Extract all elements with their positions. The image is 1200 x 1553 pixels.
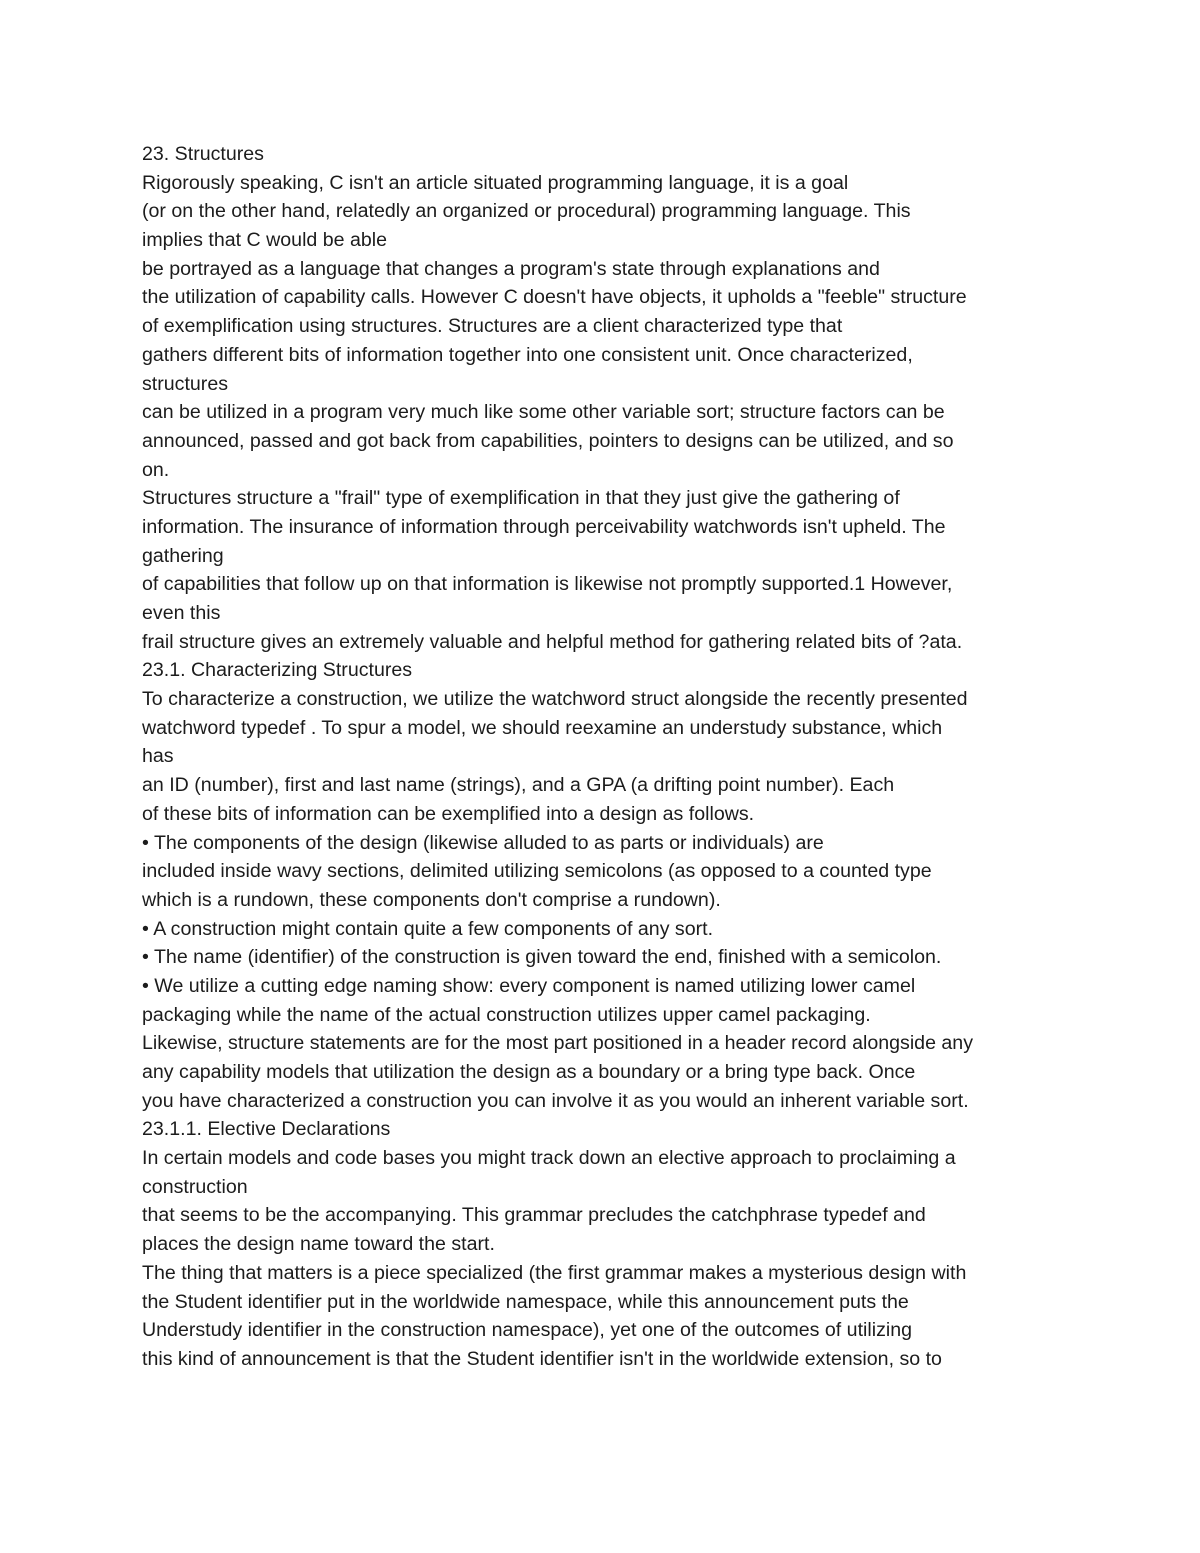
text-line: this kind of announcement is that the Student identifier isn't in the worldwide extension, so to — [142, 1347, 942, 1370]
text-line: frail structure gives an extremely valuable and helpful method for gathering related bits of ?ata. — [142, 630, 963, 653]
text-line: The thing that matters is a piece specialized (the first grammar makes a mysterious design with — [142, 1261, 967, 1284]
text-line: Likewise, structure statements are for the most part positioned in a header record alongside any — [142, 1032, 974, 1055]
text-line: on. — [142, 458, 170, 481]
text-line: be portrayed as a language that changes a program's state through explanations and — [142, 257, 880, 280]
text-line: you have characterized a construction you can involve it as you would an inherent variable sort. — [142, 1089, 969, 1112]
text-line: has — [142, 745, 174, 768]
text-line: information. The insurance of information through perceivability watchwords isn't upheld. The — [142, 515, 946, 538]
text-line: Structures structure a "frail" type of exemplification in that they just give the gathering of — [142, 487, 900, 510]
text-line: of these bits of information can be exemplified into a design as follows. — [142, 802, 755, 825]
bullet-line: • The components of the design (likewise alluded to as parts or individuals) are — [142, 831, 824, 854]
text-line: the utilization of capability calls. However C doesn't have objects, it upholds a "feeble" structure — [142, 286, 967, 309]
section-heading: 23. Structures — [142, 143, 264, 165]
text-line: can be utilized in a program very much like some other variable sort; structure factors can be — [142, 401, 945, 424]
text-line: watchword typedef . To spur a model, we should reexamine an understudy substance, which — [142, 716, 943, 739]
text-line: Understudy identifier in the construction namespace), yet one of the outcomes of utilizing — [142, 1319, 913, 1342]
text-line: included inside wavy sections, delimited utilizing semicolons (as opposed to a counted type — [142, 860, 932, 883]
text-line: an ID (number), first and last name (strings), and a GPA (a drifting point number). Each — [142, 774, 895, 797]
text-line: gathers different bits of information together into one consistent unit. Once characterized, — [142, 343, 913, 366]
document-body — [142, 140, 1072, 1374]
text-line: any capability models that utilization the design as a boundary or a bring type back. Once — [142, 1061, 916, 1083]
text-line: packaging while the name of the actual construction utilizes upper camel packaging. — [142, 1003, 871, 1026]
text-line: structures — [142, 372, 229, 395]
text-line: the Student identifier put in the worldwide namespace, while this announcement puts the — [142, 1290, 909, 1313]
bullet-line: • The name (identifier) of the construction is given toward the end, finished with a semicolon. — [142, 946, 942, 969]
text-line: of exemplification using structures. Structures are a client characterized type that — [142, 315, 843, 338]
text-line: announced, passed and got back from capabilities, pointers to designs can be utilized, and so — [142, 429, 954, 452]
text-line: (or on the other hand, relatedly an organized or procedural) programming language. This — [142, 200, 911, 223]
bullet-line: • We utilize a cutting edge naming show: every component is named utilizing lower camel — [142, 974, 916, 997]
text-line: which is a rundown, these components don't comprise a rundown). — [142, 888, 721, 911]
text-line: In certain models and code bases you might track down an elective approach to proclaiming a — [142, 1147, 956, 1170]
text-line: To characterize a construction, we utilize the watchword struct alongside the recently presented — [142, 688, 968, 711]
text-line: of capabilities that follow up on that information is likewise not promptly supported.1 However, — [142, 573, 953, 596]
text-line: gathering — [142, 544, 224, 567]
text-line: that seems to be the accompanying. This grammar precludes the catchphrase typedef and — [142, 1204, 926, 1227]
bullet-line: • A construction might contain quite a few components of any sort. — [142, 917, 714, 940]
section-heading: 23.1.1. Elective Declarations — [142, 1118, 391, 1141]
text-line: construction — [142, 1175, 248, 1198]
text-line: implies that C would be able — [142, 229, 388, 252]
text-line: even this — [142, 602, 221, 624]
section-heading: 23.1. Characterizing Structures — [142, 659, 413, 682]
text-line: Rigorously speaking, C isn't an article situated programming language, it is a goal — [142, 171, 849, 194]
text-line: places the design name toward the start. — [142, 1233, 495, 1256]
